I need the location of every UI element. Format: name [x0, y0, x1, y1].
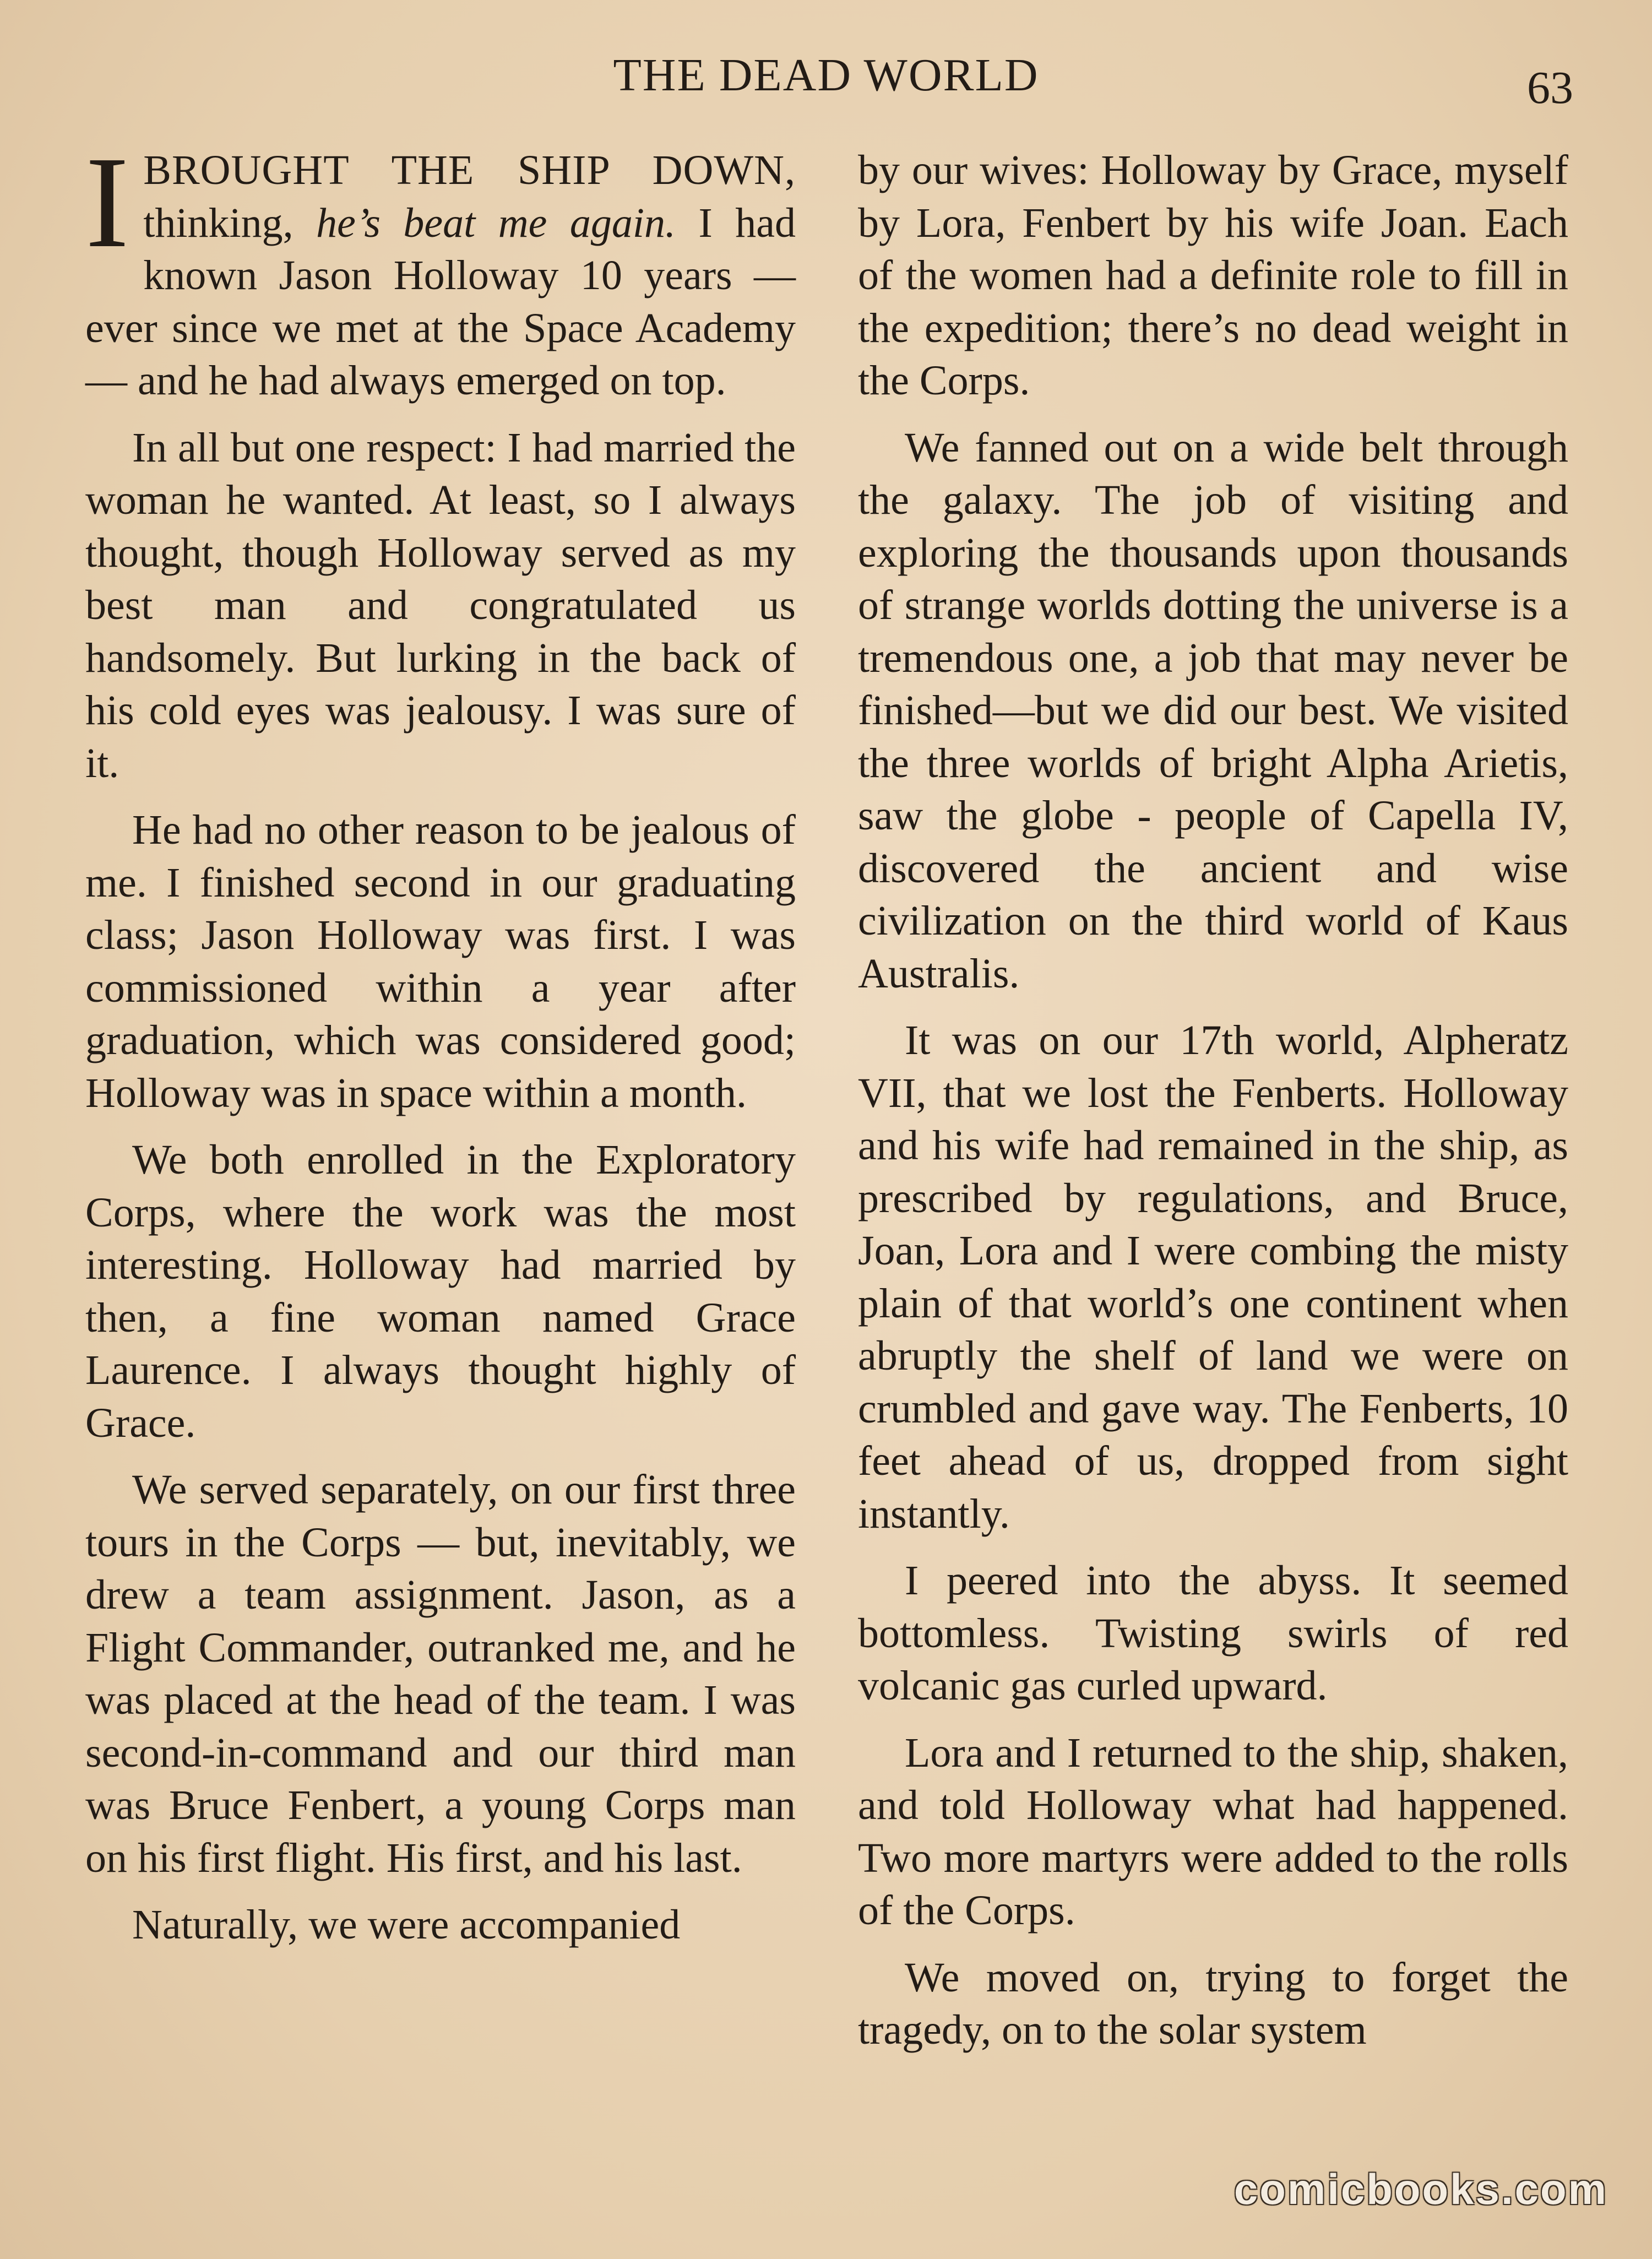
opening-paragraph	[85, 130, 796, 408]
paragraph: He had no other reason to be jealous of me. I finished second in our graduating class; Jason Holloway was first. I was commissioned within a year after graduation, which was considered good; Holloway was in space within a month.	[85, 807, 796, 1116]
paragraph: We both enrolled in the Exploratory Corps, where the work was the most interesting. Holloway had married by then, a fine woman named Grace Laurence. I always thought highly of Grace.	[85, 1137, 796, 1446]
paragraph: I peered into the abyss. It seemed bottomless. Twisting swirls of red volcanic gas curled upward.	[858, 1557, 1568, 1709]
lead-in: BROUGHT THE SHIP DOWN,	[143, 147, 796, 193]
continued-paragraph: by our wives: Holloway by Grace, myself by Lora, Fenbert by his wife Joan. Each of the women had a definite role to fill in the expedition; there’s no dead weight in the Corps.	[858, 147, 1568, 404]
watermark: comicbooks.com	[1233, 2165, 1608, 2213]
right-column	[858, 144, 1568, 2071]
left-column	[85, 130, 796, 1966]
drop-cap: I	[85, 130, 129, 275]
running-title: THE DEAD WORLD	[613, 50, 1039, 101]
opening-text-rest: I had known Jason Holloway 10 years — ever since we met at the Space Academy — and he had always emerged on top.	[85, 199, 796, 404]
paragraph: We moved on, trying to forget the tragedy, on to the solar system	[858, 1954, 1568, 2053]
opening-italic-phrase: he’s beat me again.	[316, 199, 676, 246]
paragraph: Naturally, we were accompanied	[132, 1902, 681, 1948]
paragraph: We served separately, on our first three tours in the Corps — but, inevitably, we drew a team assignment. Jason, as a Flight Commander, outranked me, and he was placed at the head of the team. I was second-in-command and our third man was Bruce Fenbert, a young Corps man on his first flight. His first, and his last.	[85, 1467, 796, 1881]
opening-text-intro: thinking,	[143, 199, 317, 246]
paragraph: We fanned out on a wide belt through the galaxy. The job of visiting and exploring the thousands upon thousands of strange worlds dotting the universe is a tremendous one, a job that may never be finished—but we did our best. We visited the three worlds of bright Alpha Arietis, saw the globe - people of Capella IV, discovered the ancient and wise civilization on the third world of Kaus Australis.	[858, 424, 1568, 997]
paragraph: It was on our 17th world, Alpheratz VII, that we lost the Fenberts. Holloway and his wife had remained in the ship, as prescribed by regulations, and Bruce, Joan, Lora and I were combing the misty plain of that world’s one continent when abruptly the shelf of land we were on crumbled and gave way. The Fenberts, 10 feet ahead of us, dropped from sight instantly.	[858, 1017, 1568, 1537]
paragraph: In all but one respect: I had married the woman he wanted. At least, so I always thought, though Holloway served as my best man and congratulated us handsomely. But lurking in the back of his cold eyes was jealousy. I was sure of it.	[85, 424, 796, 786]
page-number: 63	[1527, 62, 1573, 113]
paragraph: Lora and I returned to the ship, shaken, and told Holloway what had happened. Two more martyrs were added to the rolls of the Corps.	[858, 1729, 1568, 1934]
